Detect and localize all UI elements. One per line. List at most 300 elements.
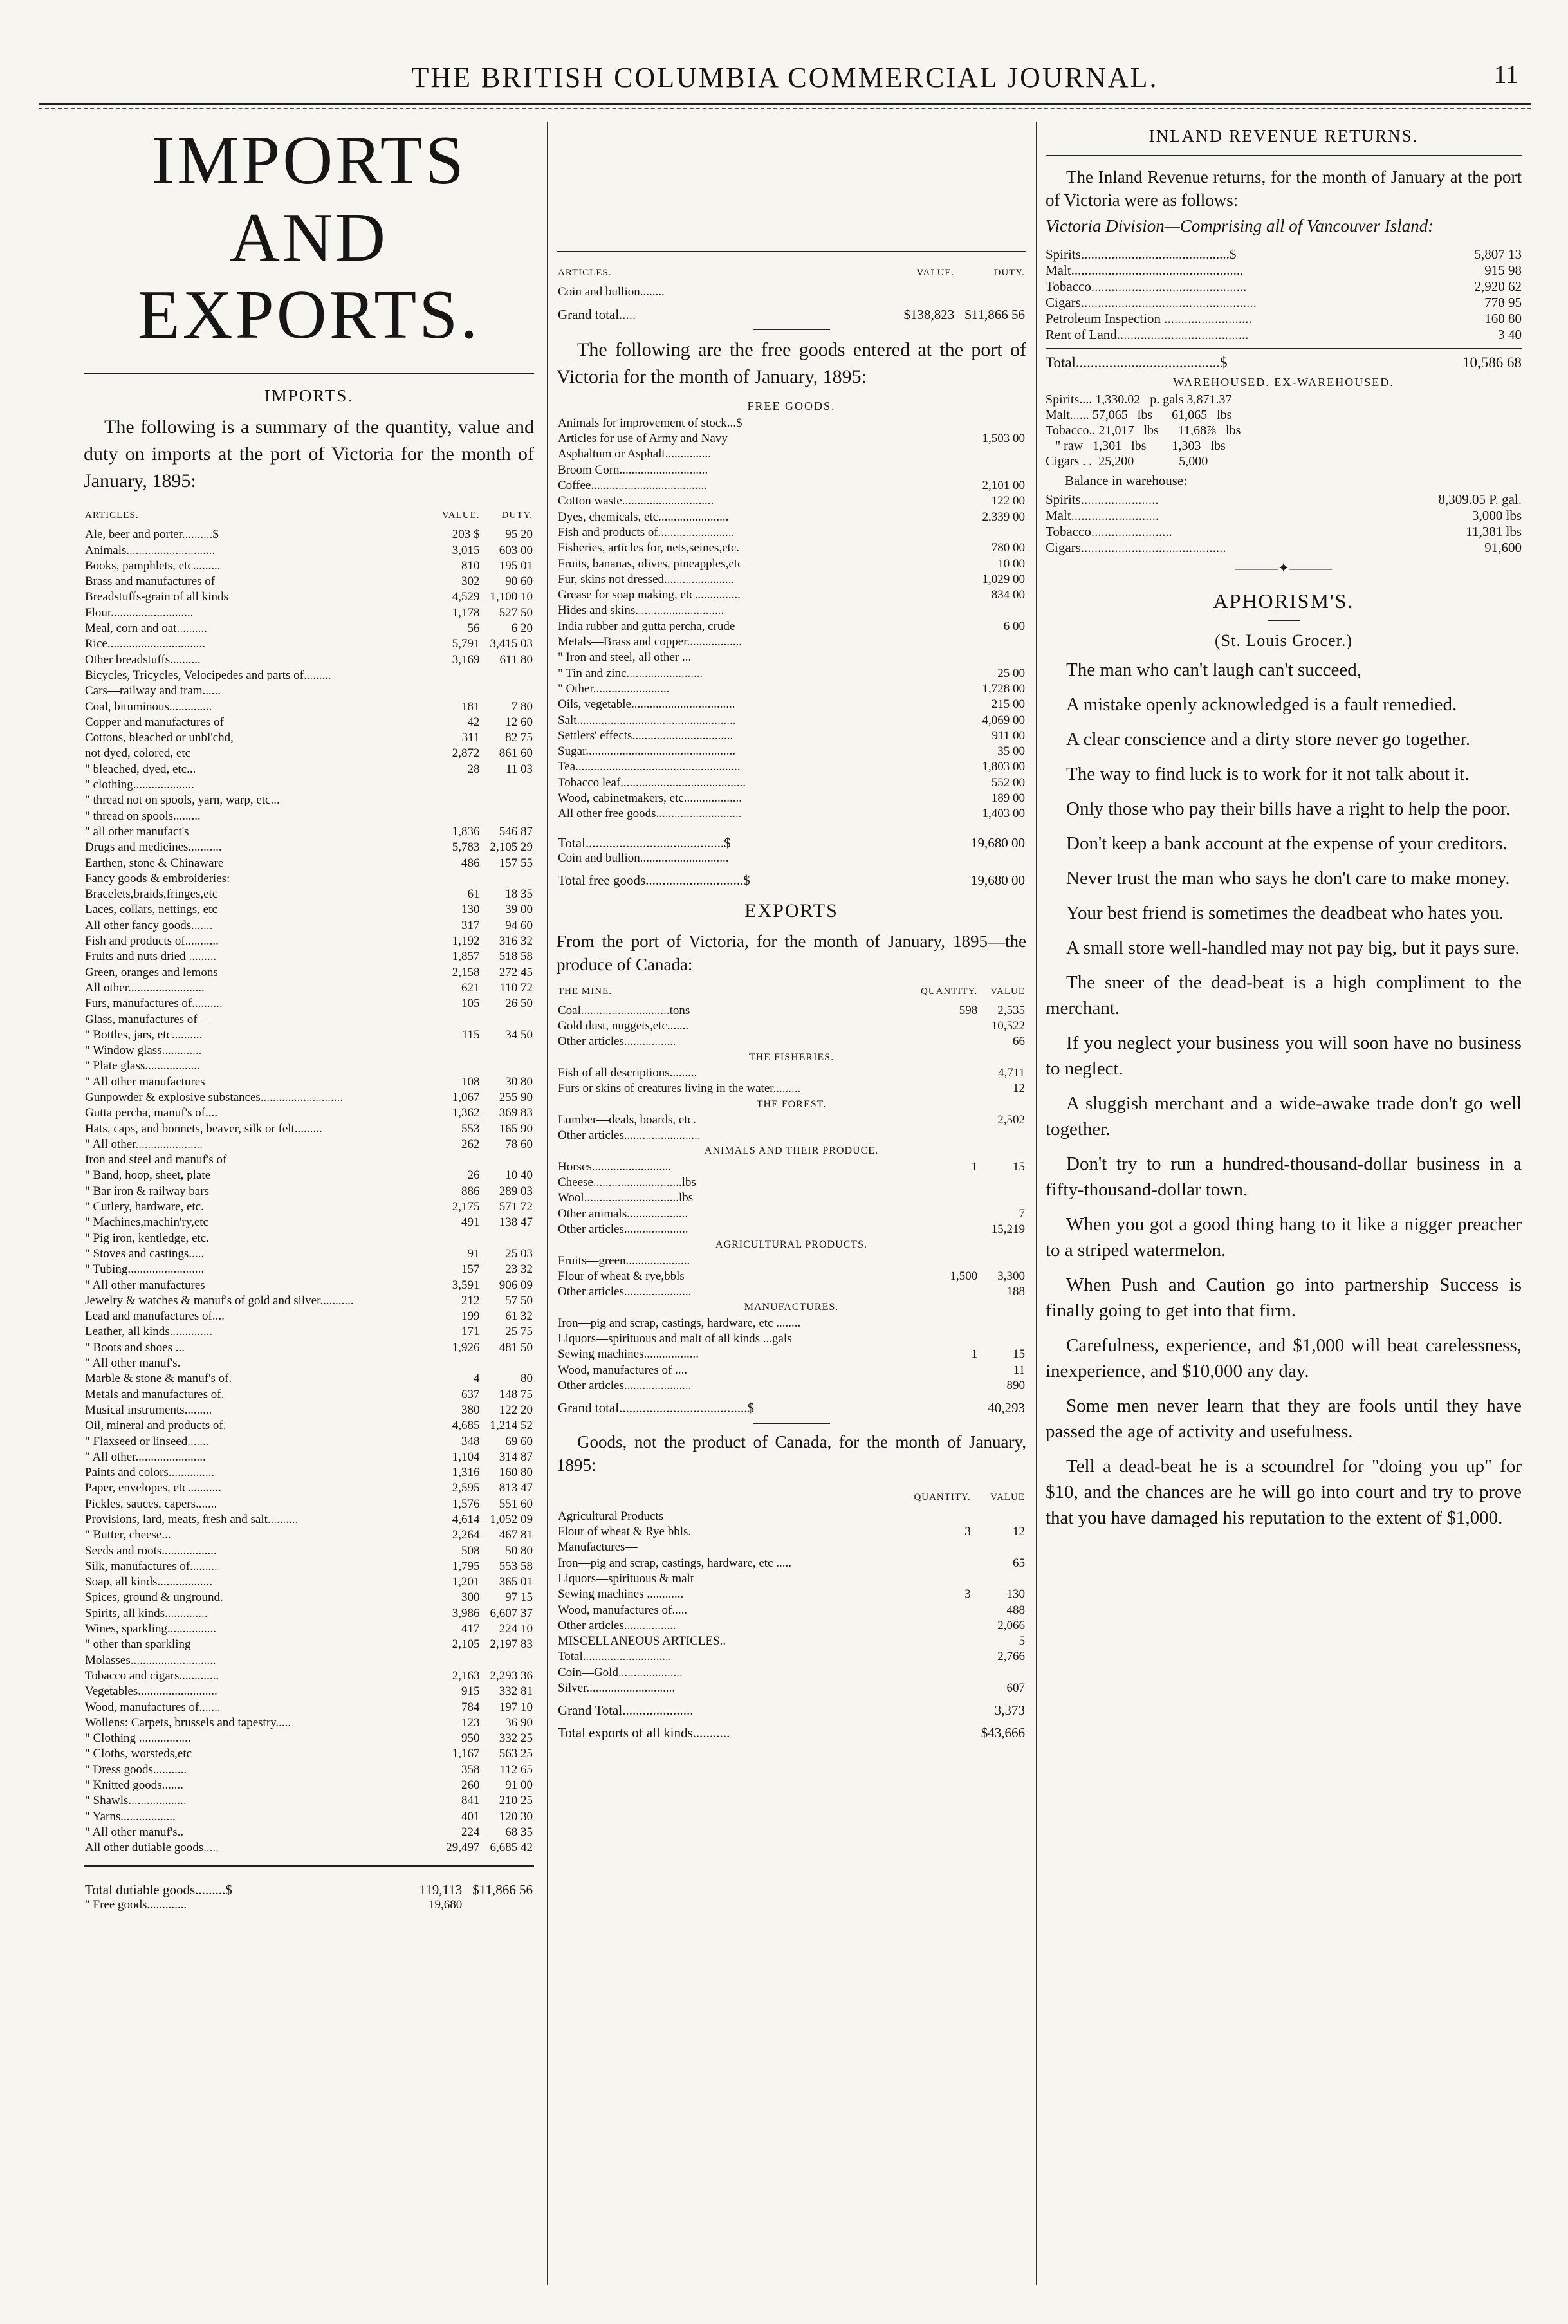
item-value: 199 [461,1309,480,1323]
imports-heading: IMPORTS. [264,386,354,405]
export-row [557,1222,1026,1237]
item-label: " All other...................... [85,1137,203,1151]
import-row [84,1668,534,1684]
item-value: 508 [461,1544,480,1558]
item-value: 260 [461,1778,480,1793]
item-duty: 255 90 [499,1090,533,1104]
total-label: Total dutiable goods.........$ [85,1881,232,1897]
import-row [84,1434,534,1450]
item-label: Green, oranges and lemons [85,965,218,979]
item-label: " Yarns.................. [85,1809,176,1823]
item-value: 115 [461,1028,480,1042]
item-duty [481,871,535,887]
import-row [84,1152,534,1168]
import-row [84,1527,534,1543]
free-goods-row [557,759,1026,775]
item-value: 15,219 [991,1222,1025,1236]
item-value: 911 00 [992,728,1025,742]
revenue-row [1046,279,1522,295]
free-goods-row [557,510,1026,525]
item-value: 215 00 [991,697,1025,712]
goods-column-headers [557,1486,1026,1509]
goods-row [557,1603,1026,1618]
item-label: " Machines,machin'ry,etc [85,1215,208,1230]
item-label: Musical instruments......... [85,1403,212,1417]
free-goods-row [557,416,1026,431]
item-label: " other than sparkling [85,1637,191,1652]
item-label: Molasses............................ [85,1653,216,1667]
import-row [84,1043,534,1058]
item-duty: 10 40 [505,1168,533,1183]
import-row [84,1324,534,1340]
item-duty: 195 01 [499,558,533,573]
import-row [84,1465,534,1480]
item-duty: 2,105 29 [490,840,533,854]
item-duty: 57 50 [505,1293,533,1307]
item-label: Bicycles, Tricycles, Velocipedes and parts of......... [85,668,331,682]
row-value: 3 40 [1498,327,1522,342]
import-row [84,1778,534,1793]
item-label: " All other....................... [85,1450,206,1464]
row-value: 40,293 [988,1400,1025,1416]
item-duty [481,1653,535,1668]
item-label: Fish and products of........... [85,934,219,948]
import-row [84,1246,534,1262]
export-row [557,1363,1026,1378]
free-goods-row [557,493,1026,509]
item-label: " Band, hoop, sheet, plate [85,1168,211,1183]
import-row [84,902,534,918]
export-subheading [557,1097,1026,1112]
item-value: 1,201 [452,1575,480,1589]
item-label: Tobacco and cigars............. [85,1668,219,1683]
item-quantity: 3 [964,1587,971,1601]
item-value: 950 [461,1731,480,1746]
column-header: VALUE [990,1491,1025,1502]
item-value: 1,795 [452,1559,480,1573]
item-value: 552 00 [991,775,1025,789]
import-row [84,636,534,652]
item-duty: 611 80 [499,652,533,667]
item-label: Cars—railway and tram...... [85,684,221,698]
goods-total-row [557,1649,1026,1665]
item-label: Grease for soap making, etc............... [558,588,741,602]
free-goods-row [84,1897,534,1913]
item-label: Flour of wheat & Rye bbls. [558,1525,692,1539]
item-value [979,1190,1026,1206]
item-label: Provisions, lard, meats, fresh and salt.......... [85,1513,299,1526]
item-value: 1,857 [452,950,480,964]
item-duty: 34 50 [505,1028,533,1042]
item-value: 553 [461,1121,480,1136]
item-duty: 3,415 03 [490,637,533,651]
item-quantity [912,1019,979,1034]
free-total-row [557,829,1026,851]
item-label: Settlers' effects................................. [558,728,733,742]
item-value: 1,178 [452,605,480,620]
subheading-label: THE FOREST. [756,1098,827,1110]
import-row [84,965,534,981]
row-label: Cigars.................................................... [1046,295,1257,310]
item-quantity: 1 [971,1159,978,1174]
item-value: 1,576 [452,1497,480,1511]
item-value: 3,986 [452,1606,480,1620]
item-label: Silk, manufactures of......... [85,1559,217,1573]
item-duty: 157 55 [499,856,533,870]
item-label: Other articles...................... [558,1285,692,1299]
total-exports-row [557,1719,1026,1740]
import-row [84,558,534,574]
row-value: $43,666 [981,1724,1025,1740]
item-value [433,777,481,793]
grand-total-row [557,300,1026,322]
row-label: Tobacco.............................................. [1046,279,1247,294]
aphorism: A sluggish merchant and a wide-awake trade don't go well together. [1046,1093,1522,1139]
item-label: Spices, ground & unground. [85,1591,223,1605]
aphorism: If you neglect your business you will soon have no business to neglect. [1046,1033,1522,1079]
free-goods-row [557,791,1026,806]
goods-intro: Goods, not the product of Canada, for the month of January, 1895: [557,1432,1026,1475]
row-value: 5,807 13 [1474,246,1522,262]
item-value: 4,529 [452,590,480,604]
item-label: Manufactures— [558,1540,638,1554]
item-label: Oil, mineral and products of. [85,1419,226,1433]
item-label: Fruits—green..................... [558,1253,690,1268]
column-header: QUANTITY. [920,986,978,997]
item-duty [481,1231,535,1246]
import-row [84,1262,534,1277]
import-row [84,1762,534,1778]
import-row [84,1184,534,1199]
item-duty: 365 01 [499,1575,533,1589]
column-header: ARTICLES. [85,510,139,521]
export-row [557,1081,1026,1096]
import-row [84,527,534,542]
item-label: " Clothing ................. [85,1731,191,1746]
item-value [433,871,481,887]
item-duty [481,777,535,793]
item-quantity [905,1556,972,1571]
item-value: 311 [461,731,480,745]
item-duty: 210 25 [499,1794,533,1808]
item-value: 621 [461,981,480,995]
summary-table [557,261,1026,322]
item-label: Ale, beer and porter..........$ [85,528,219,542]
item-value [973,650,1027,665]
item-label: Marble & stone & manuf's of. [85,1372,232,1386]
item-value: 1,728 00 [982,681,1025,696]
item-label: Tea...................................................... [558,760,741,774]
row-value: $138,823 [903,306,955,322]
item-duty: 112 65 [499,1762,533,1776]
free-goods-row [557,806,1026,822]
import-row [84,1590,534,1605]
item-value [433,1043,481,1058]
import-row [84,1058,534,1074]
item-duty: 369 83 [499,1106,533,1120]
revenue-rows [1046,246,1522,343]
item-value: 188 [1006,1285,1025,1299]
divider [753,1423,830,1424]
item-value: 262 [461,1137,480,1151]
item-label: Jewelry & watches & manuf's of gold and silver........... [85,1293,354,1307]
column-header-blank [557,1486,905,1509]
import-row [84,1403,534,1418]
item-value [972,1571,1026,1587]
subheading-label: ANIMALS AND THEIR PRODUCE. [704,1145,879,1157]
item-label: All other dutiable goods..... [85,1841,219,1855]
item-label: Bracelets,braids,fringes,etc [85,887,218,901]
row-value: 2,766 [997,1650,1025,1664]
item-label: Furs or skins of creatures living in the water......... [558,1082,801,1096]
export-row [557,1378,1026,1394]
import-row [84,621,534,636]
item-label: " Stoves and castings..... [85,1246,205,1260]
item-duty: 571 72 [499,1200,533,1214]
item-label: Wool...............................lbs [558,1191,694,1205]
import-row [84,668,534,683]
item-label: Glass, manufactures of— [85,1012,210,1026]
item-label: Iron and steel and manuf's of [85,1153,227,1167]
item-value: 2,101 00 [982,479,1025,493]
item-quantity [905,1618,972,1634]
import-row [84,1199,534,1215]
warehoused-row: Spirits.... 1,330.02 p. gals 3,871.37 [1046,392,1232,407]
item-label: Lead and manufactures of.... [85,1309,225,1323]
item-label: Other articles......................... [558,1129,701,1143]
item-label: Iron—pig and scrap, castings, hardware, etc ........ [558,1316,801,1330]
exports-intro: From the port of Victoria, for the month of January, 1895—the produce of Canada: [557,931,1026,974]
item-value [433,793,481,808]
free-goods-row [557,713,1026,728]
item-value: 1,503 00 [982,432,1025,446]
item-value [972,1509,1026,1524]
item-value: 5 [1019,1634,1025,1648]
free-goods-value: 19,680 [429,1897,463,1912]
goods-table [557,1486,1026,1740]
row-label: Petroleum Inspection .......................... [1046,311,1252,326]
item-duty: 289 03 [499,1184,533,1198]
column-header: VALUE. [441,510,480,521]
goods-silver-row [557,1681,1026,1696]
item-label: Broom Corn............................. [558,463,708,477]
item-label: All other free goods............................ [558,807,742,821]
item-label: Paints and colors............... [85,1466,215,1480]
import-row [84,652,534,668]
item-duty: 7 80 [511,699,533,714]
revenue-row [1046,311,1522,327]
free-goods-row [557,463,1026,478]
item-value [979,1253,1026,1269]
item-duty: 69 60 [505,1434,533,1448]
item-value: 224 [461,1825,480,1839]
warehoused-row: " raw 1,301 lbs 1,303 lbs [1046,439,1226,453]
import-row [84,1715,534,1731]
import-row [84,1480,534,1496]
row-label: Grand total......................................$ [558,1400,755,1416]
import-row [84,1700,534,1715]
revenue-row [1046,246,1522,263]
row-value: 91,600 [1484,540,1522,555]
item-duty: 861 60 [499,746,533,761]
row-label: Spirits....................... [1046,492,1159,507]
item-label: " Boots and shoes ... [85,1340,185,1354]
item-label: Wood, manufactures of .... [558,1363,688,1377]
item-label: " Flaxseed or linseed....... [85,1434,209,1448]
item-value: 784 [461,1700,480,1714]
import-row [84,949,534,964]
import-row [84,1746,534,1762]
coin-row [557,284,1026,300]
item-value [433,809,481,824]
free-goods-row [557,572,1026,587]
free-goods-row [557,478,1026,493]
item-duty: 272 45 [499,965,533,979]
row-label: Malt.......................... [1046,508,1159,523]
row-value: 19,680 00 [971,872,1025,889]
item-duty: 813 47 [499,1481,533,1495]
aphorism: Only those who pay their bills have a right to help the poor. [1066,798,1511,819]
aphorism: Carefulness, experience, and $1,000 will beat carelessness, inexperience, and $10,000 any day. [1046,1335,1522,1381]
item-label: " thread not on spools, yarn, warp, etc... [85,793,280,807]
import-row [84,1793,534,1809]
free-goods-row [557,525,1026,540]
item-duty: 30 80 [505,1074,533,1089]
item-label: Furs, manufactures of.......... [85,997,223,1011]
row-label: Silver............................. [558,1681,676,1695]
row-label: Total............................. [558,1650,672,1664]
item-value: 15 [1013,1159,1025,1174]
export-subheading [557,1300,1026,1315]
import-row [84,777,534,793]
item-value: 491 [461,1215,480,1230]
import-row [84,1012,534,1028]
free-goods-row [557,603,1026,618]
item-label: Salt.................................................... [558,713,736,727]
item-value: 3,300 [997,1269,1025,1283]
item-label: " Knitted goods....... [85,1778,183,1793]
item-label: Earthen, stone & Chinaware [85,856,224,870]
item-duty: 527 50 [499,605,533,620]
import-row [84,1825,534,1840]
item-duty: 1,214 52 [490,1419,533,1433]
item-label: Seeds and roots.................. [85,1544,217,1558]
item-quantity [912,1363,979,1378]
item-duty: 18 35 [505,887,533,901]
item-label: Pickles, sauces, capers....... [85,1497,217,1511]
item-label: India rubber and gutta percha, crude [558,619,735,633]
item-duty: 23 32 [505,1262,533,1277]
item-label: Wollens: Carpets, brussels and tapestry..... [85,1715,291,1729]
item-duty: 120 30 [499,1809,533,1823]
item-label: Other articles...................... [558,1378,692,1392]
import-row [84,1356,534,1371]
item-duty: 2,293 36 [490,1668,533,1683]
exports-grand-total-row [557,1394,1026,1416]
goods-row [557,1571,1026,1587]
goods-row [557,1509,1026,1524]
item-value: 130 [1006,1587,1025,1601]
item-value: 26 [467,1168,480,1183]
goods-row [557,1556,1026,1571]
item-value [979,1128,1026,1143]
import-row [84,1574,534,1590]
item-label: Asphaltum or Asphalt............... [558,447,712,461]
item-label: " Cloths, worsteds,etc [85,1747,192,1761]
item-duty: 481 50 [499,1340,533,1354]
item-value: 108 [461,1074,480,1089]
divider [753,329,830,330]
item-label: Wines, sparkling................ [85,1622,216,1636]
item-label: Liquors—spirituous and malt of all kinds ...gals [558,1332,792,1346]
row-value: 915 98 [1484,263,1522,278]
item-quantity [912,1378,979,1394]
import-row [84,1278,534,1293]
import-row [84,1497,534,1512]
column-header: ARTICLES. [558,268,612,278]
import-row [84,1606,534,1621]
item-value: 123 [461,1715,480,1729]
aphorism: A clear conscience and a dirty store never go together. [1066,729,1471,750]
item-value: 12 [1013,1082,1025,1096]
item-label: Iron—pig and scrap, castings, hardware, etc ..... [558,1556,791,1570]
balance-row [1046,524,1522,540]
imports-table [84,504,534,1856]
import-row [84,856,534,871]
item-value [973,416,1027,431]
item-value: 4,685 [452,1419,480,1433]
balance-row [1046,540,1522,556]
item-value: 61 [467,887,480,901]
section-title: IMPORTS AND EXPORTS. [137,122,481,353]
item-duty [481,1043,535,1058]
free-goods-row [557,650,1026,665]
item-value: 91 [467,1246,480,1260]
item-value: 2,163 [452,1668,480,1683]
item-value: 4,711 [997,1065,1025,1080]
item-duty: 39 00 [505,903,533,917]
balance-heading: Balance in warehouse: [1065,473,1188,488]
item-quantity [912,1128,979,1143]
aphorism: Some men never learn that they are fools until they have passed the age of activity and usefulness. [1046,1396,1522,1442]
item-label: Fish of all descriptions......... [558,1065,697,1080]
item-quantity [905,1540,972,1555]
item-quantity [912,1065,979,1081]
aphorism: Never trust the man who says he don't care to make money. [1066,868,1510,889]
item-duty: 78 60 [505,1137,533,1151]
item-label: Fruits, bananas, olives, pineapples,etc [558,557,743,571]
balance-row [1046,508,1522,524]
import-row [84,1168,534,1183]
import-row [84,1105,534,1121]
free-goods-heading: FREE GOODS. [747,399,836,412]
item-value [433,1058,481,1074]
item-value: 122 00 [991,494,1025,508]
item-quantity [912,1331,979,1347]
item-quantity [905,1571,972,1587]
item-value: 2,339 00 [982,510,1025,524]
item-label: " all other manufact's [85,824,189,838]
item-value: 29,497 [446,1841,480,1855]
item-label: " Bar iron & railway bars [85,1184,209,1198]
item-value: 1,836 [452,824,480,838]
row-label: Grand total..... [558,306,636,322]
import-row [84,1137,534,1152]
item-label: Rice................................ [85,637,205,651]
export-row [557,1159,1026,1175]
item-value: 189 00 [991,791,1025,806]
warehoused-heading: WAREHOUSED. EX-WAREHOUSED. [1173,376,1394,389]
